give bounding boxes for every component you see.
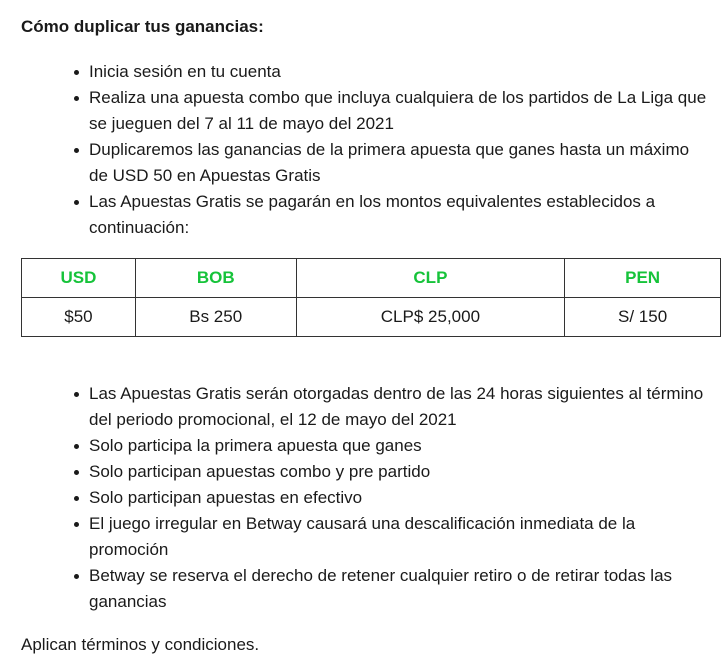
list-item: El juego irregular en Betway causará una descalificación inmediata de la promoción [89, 511, 709, 563]
list-item: Inicia sesión en tu cuenta [89, 59, 709, 85]
list-item: Solo participa la primera apuesta que ganes [89, 433, 709, 459]
column-header-clp: CLP [296, 259, 565, 298]
free-bet-amounts-table [21, 258, 721, 337]
list-item: Betway se reserva el derecho de retener cualquier retiro o de retirar todas las ganancias [89, 563, 709, 615]
list-item: Las Apuestas Gratis se pagarán en los montos equivalentes establecidos a continuación: [89, 189, 709, 241]
page-heading: Cómo duplicar tus ganancias: [21, 17, 264, 36]
steps-list [0, 59, 709, 241]
list-item: Las Apuestas Gratis serán otorgadas dentro de las 24 horas siguientes al término del periodo promocional, el 12 de mayo del 2021 [89, 381, 709, 433]
column-header-usd: USD [22, 259, 136, 298]
column-header-bob: BOB [135, 259, 296, 298]
cell-clp: CLP$ 25,000 [296, 298, 565, 337]
cell-pen: S/ 150 [565, 298, 721, 337]
list-item: Solo participan apuestas combo y pre partido [89, 459, 709, 485]
terms-note: Aplican términos y condiciones. [21, 635, 260, 654]
cell-usd: $50 [22, 298, 136, 337]
table-header-row [22, 259, 721, 298]
conditions-list [0, 381, 709, 615]
list-item: Duplicaremos las ganancias de la primera apuesta que ganes hasta un máximo de USD 50 en Apuestas Gratis [89, 137, 709, 189]
list-item: Realiza una apuesta combo que incluya cualquiera de los partidos de La Liga que se jueguen del 7 al 11 de mayo del 2021 [89, 85, 709, 137]
table-row [22, 298, 721, 337]
cell-bob: Bs 250 [135, 298, 296, 337]
list-item: Solo participan apuestas en efectivo [89, 485, 709, 511]
column-header-pen: PEN [565, 259, 721, 298]
